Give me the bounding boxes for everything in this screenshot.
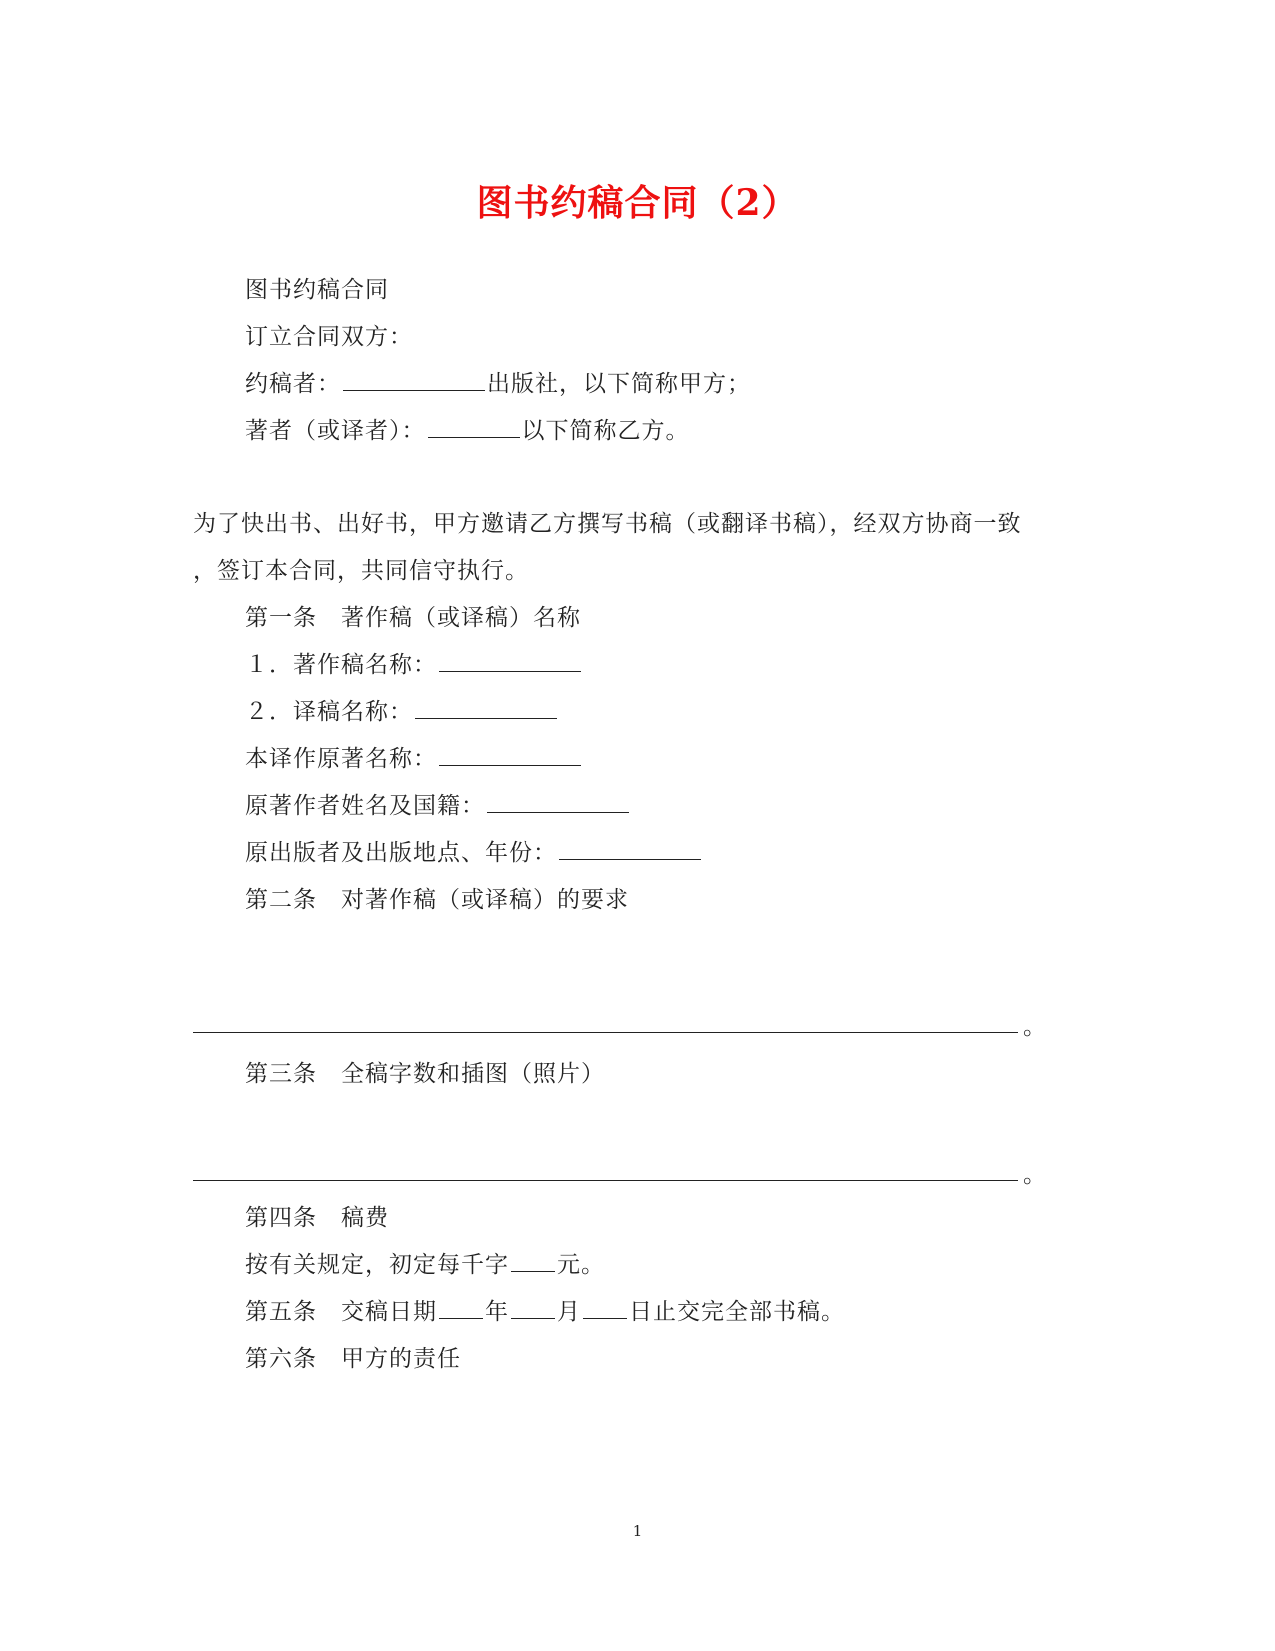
party-b-line [245,416,690,446]
fee-suffix: 元。 [557,1252,605,1278]
translation-title-blank [415,698,557,719]
month-label: 月 [557,1299,581,1325]
contract-heading: 图书约稿合同 [245,277,389,303]
work-title-label: １．著作稿名称： [245,652,437,678]
article-2-rule [193,1032,1018,1033]
party-a-blank [343,370,485,391]
article-6-heading: 第六条 甲方的责任 [245,1346,461,1372]
party-a-line [245,369,751,399]
article-3-fill-line [193,1160,1053,1190]
party-b-blank [428,417,520,438]
day-suffix: 日止交完全部书稿。 [629,1299,845,1325]
article-5-line [245,1297,845,1327]
article-3-heading: 第三条 全稿字数和插图（照片） [245,1061,605,1087]
preamble-line-1: 为了快出书、出好书，甲方邀请乙方撰写书稿（或翻译书稿），经双方协商一致 [193,511,1022,537]
party-a-suffix: 出版社，以下简称甲方； [487,371,751,397]
day-blank [583,1298,627,1319]
month-blank [511,1298,555,1319]
work-title-blank [439,651,581,672]
article-4-heading: 第四条 稿费 [245,1205,389,1231]
party-b-label: 著者（或译者）： [245,418,426,444]
original-author-label: 原著作者姓名及国籍： [245,793,485,819]
article-1-item-5 [245,838,703,868]
article-2-heading: 第二条 对著作稿（或译稿）的要求 [245,887,629,913]
fee-label: 按有关规定，初定每千字 [245,1252,509,1278]
original-title-label: 本译作原著名称： [245,746,437,772]
preamble-line-2: ，签订本合同，共同信守执行。 [193,558,529,584]
page-number: 1 [632,1522,643,1540]
article-2-period: 。 [1023,1014,1046,1040]
delivery-label: 第五条 交稿日期 [245,1299,437,1325]
parties-label: 订立合同双方： [245,324,413,350]
article-1-item-4 [245,791,631,821]
article-4-item-1 [245,1250,605,1280]
document-title: 图书约稿合同（2） [476,182,799,224]
article-1-item-2 [245,697,559,727]
year-label: 年 [485,1299,509,1325]
article-3-period: 。 [1023,1162,1046,1188]
article-1-item-3 [245,744,583,774]
year-blank [439,1298,483,1319]
translation-title-label: ２．译稿名称： [245,699,413,725]
party-b-suffix: 以下简称乙方。 [521,418,690,444]
article-2-fill-line [193,1012,1053,1042]
article-3-rule [193,1180,1018,1181]
original-publisher-label: 原出版者及出版地点、年份： [245,840,557,866]
fee-blank [511,1251,555,1272]
original-title-blank [439,745,581,766]
party-a-label: 约稿者： [245,371,341,397]
original-publisher-blank [559,839,701,860]
article-1-heading: 第一条 著作稿（或译稿）名称 [245,605,581,631]
original-author-blank [487,792,629,813]
article-1-item-1 [245,650,583,680]
